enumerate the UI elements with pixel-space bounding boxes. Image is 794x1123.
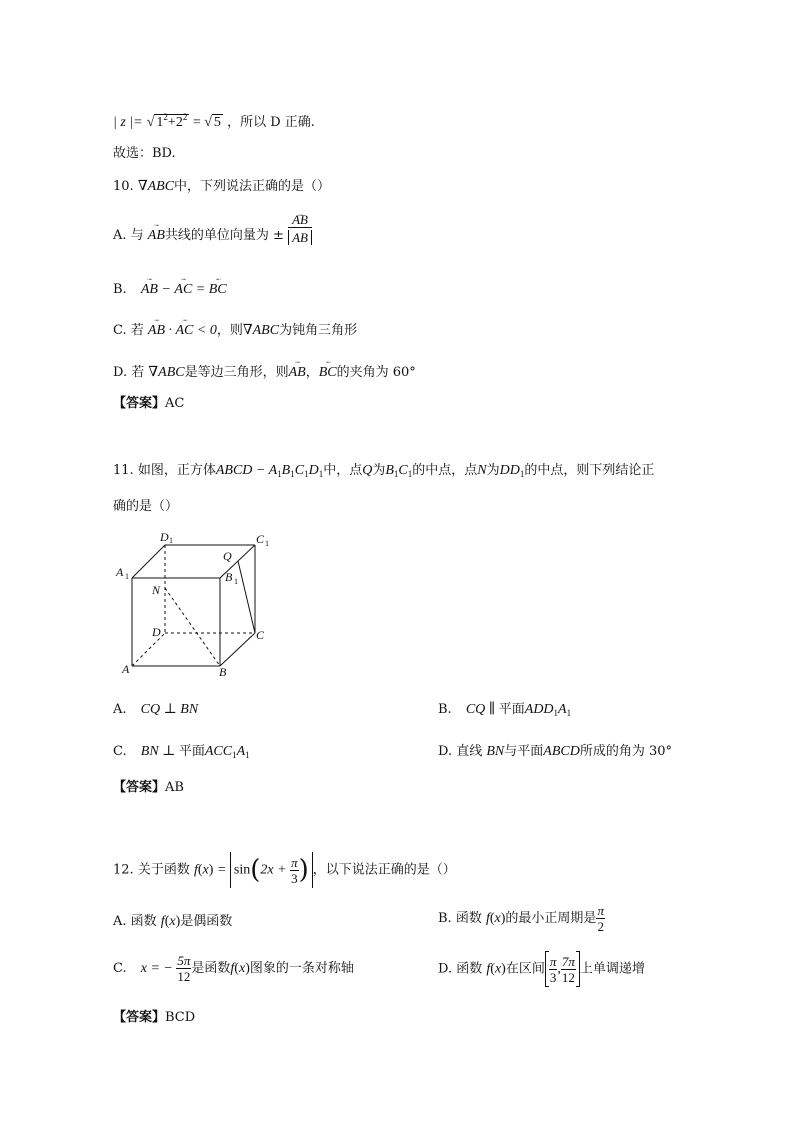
q11-stem-line2: 确的是（） <box>113 499 179 514</box>
q11-cube-figure <box>110 528 280 680</box>
label-c: C <box>256 628 265 642</box>
label-b1: B <box>225 570 233 584</box>
q11-option-c <box>113 742 250 765</box>
q10-stem <box>113 177 330 197</box>
svg-text:1: 1 <box>265 539 269 548</box>
q11-a-label: A. <box>113 702 127 717</box>
q11-b-text: 平面 <box>498 702 525 717</box>
q12-c-fraction: $\frac{5\pi}{12}$ <box>177 953 191 984</box>
q11-text-e: 为 <box>486 463 500 478</box>
q11-a-formula: CQ ⊥ BN <box>140 702 199 717</box>
q10-option-a <box>113 212 312 248</box>
q10-answer <box>113 394 184 414</box>
q12-option-d: D. 函数 f(x)在区间 $\frac{\pi}{3}$ , $\frac{7\pi}{12}$ 上单调递增 <box>438 951 645 988</box>
q12-c-formula: x = − <box>140 961 177 976</box>
q11-b-cq: CQ ∥ <box>465 702 499 717</box>
q10-a-text: 共线的单位向量为 ± <box>164 228 284 243</box>
q11-cube-name: ABCD − $A_1B_1C_1D_1$ <box>215 463 324 479</box>
q11-option-d <box>438 742 672 762</box>
q11-b-label: B. <box>438 702 452 717</box>
q11-d-plane: ABCD <box>543 744 580 759</box>
q12-d-interval-end: $\frac{7\pi}{12}$ <box>561 953 575 985</box>
q10-number: 10. <box>113 179 134 194</box>
q11-d-end: 所成的角为 30° <box>579 744 673 759</box>
q10-c-formula: ᵕᵕᵕ AB · ᵕᵕᵕ AC < 0 <box>148 323 217 338</box>
q12-a-func: f(x) <box>160 914 181 929</box>
q10-stem-text: 中，下列说法正确的是（） <box>174 179 331 194</box>
svg-text:1: 1 <box>169 536 173 545</box>
label-d1: D <box>160 530 169 544</box>
z-modulus-prefix: | z |= <box>113 115 143 130</box>
q11-answer-label: 【答案】 <box>113 780 166 795</box>
q11-point-q: Q <box>362 463 373 478</box>
q11-b-plane: $ADD_1A_1$ <box>524 702 572 718</box>
q11-point-n: N <box>477 463 487 478</box>
label-d: D <box>152 625 161 639</box>
q12-b-period: $\frac{\pi}{2}$ <box>597 903 604 934</box>
q10-d-label: D. 若 <box>113 365 145 380</box>
q11-text-c: 为 <box>372 463 386 478</box>
q10-a-unit-vector-fraction: ᵕᵕᵕ $\frac{AB}{AB}$ <box>288 212 312 245</box>
q11-d-text: 与平面 <box>504 744 544 759</box>
q12-d-func: f(x) <box>486 961 506 977</box>
label-q: Q <box>223 549 232 563</box>
q11-option-a <box>113 700 198 720</box>
q11-stem-line1 <box>113 461 654 484</box>
q10-d-vector-ab: ᵕᵕᵕ AB <box>289 357 306 383</box>
label-n: N <box>152 583 161 597</box>
z-modulus-suffix: ，所以 D 正确. <box>227 115 315 130</box>
q10-b-formula: ᵕᵕᵕ AB − ᵕᵕᵕ AC = ᵕᵕᵕ BC <box>141 282 227 297</box>
q10-option-d: D. 若 ∇ABC是等边三角形，则ᵕᵕᵕ AB，ᵕᵕᵕ BC的夹角为 60° <box>113 357 416 383</box>
q11-c-text: 平面 <box>178 744 205 759</box>
q11-segment-b1c1: $B_1C_1$ <box>385 463 413 479</box>
q11-option-b <box>438 700 571 723</box>
q12-c-func: f(x) <box>230 961 250 976</box>
z-modulus-formula: √ $1^2+2^2$ = √ 5 <box>146 112 221 130</box>
q12-option-a <box>113 907 232 937</box>
q12-option-b <box>438 902 605 936</box>
q11-text-a: 如图，正方体 <box>137 463 216 478</box>
q10-option-b <box>113 274 227 300</box>
q12-abs-expression: sin(2x + $\frac{\pi}{3}$ ) <box>230 852 313 888</box>
q12-b-end: 的最小正周期是 <box>505 911 597 926</box>
q10-a-vector-ab: ᵕᵕᵕ AB <box>148 218 165 248</box>
q12-stem-prefix: 关于函数 <box>137 862 190 878</box>
q10-option-c <box>113 315 357 341</box>
q11-c-label: C. <box>113 744 127 759</box>
q10-d-vector-bc: ᵕᵕᵕ BC <box>319 357 337 383</box>
q10-d-text: 是等边三角形，则 <box>184 365 289 380</box>
q12-d-end: 上单调递增 <box>579 961 645 977</box>
q12-a-label: A. 函数 <box>113 914 157 929</box>
q12-d-interval-start: $\frac{\pi}{3}$ <box>549 953 557 985</box>
q12-answer-label: 【答案】 <box>113 1010 166 1025</box>
q10-triangle-symbol: ∇ABC <box>137 179 175 194</box>
q10-b-label: B. <box>113 282 127 297</box>
q12-c-end: 图象的一条对称轴 <box>249 961 354 976</box>
label-a1: A <box>116 565 124 579</box>
q10-d-triangle: ∇ABC <box>148 365 185 380</box>
q11-number: 11. <box>113 463 134 478</box>
q10-c-end: 为钝角三角形 <box>279 323 358 338</box>
q11-c-plane: $ACC_1A_1$ <box>204 744 250 760</box>
svg-text:1: 1 <box>125 572 129 581</box>
svg-text:1: 1 <box>234 577 238 586</box>
q11-segment-dd1: $DD_1$ <box>499 463 525 479</box>
q10-c-text: ，则 <box>216 323 243 338</box>
q11-text-f: 的中点，则下列结论正 <box>524 463 655 478</box>
q10-c-label: C. 若 <box>113 323 144 338</box>
label-a: A <box>122 662 130 676</box>
q12-stem <box>113 852 456 888</box>
q10-answer-label: 【答案】 <box>113 396 166 411</box>
q12-function-def: f(x) = <box>193 862 230 878</box>
q12-b-func: f(x) <box>485 911 506 926</box>
z-modulus-line <box>113 107 315 133</box>
q10-c-triangle: ∇ABC <box>242 323 280 338</box>
q10-a-label: A. 与 <box>113 228 144 243</box>
q11-text-d: 的中点，点 <box>412 463 478 478</box>
q11-answer <box>113 778 184 798</box>
q12-answer <box>113 1008 195 1028</box>
q11-c-bn: BN ⊥ <box>140 744 179 759</box>
q11-text-b: 中，点 <box>323 463 363 478</box>
q11-d-label: D. 直线 <box>438 744 483 759</box>
q12-d-text: 在区间 <box>505 961 545 977</box>
q12-c-text: 是函数 <box>191 961 231 976</box>
q12-d-label: D. 函数 <box>438 961 483 977</box>
q10-answer-value: AC <box>165 396 185 411</box>
q12-c-label: C. <box>113 961 127 976</box>
q12-answer-value: BCD <box>165 1010 196 1025</box>
label-b: B <box>219 665 227 679</box>
q12-stem-suffix: ，以下说法正确的是（） <box>312 862 456 878</box>
q10-d-end: 的夹角为 60° <box>336 365 416 380</box>
q12-number: 12. <box>113 862 134 878</box>
label-c1: C <box>256 532 265 546</box>
q12-option-c <box>113 951 354 987</box>
q11-answer-value: AB <box>165 780 184 795</box>
gu-xuan-bd: 故选：BD. <box>113 146 176 161</box>
q12-a-end: 是偶函数 <box>180 914 233 929</box>
q12-b-label: B. 函数 <box>438 911 482 926</box>
q11-d-bn: BN <box>486 744 505 759</box>
